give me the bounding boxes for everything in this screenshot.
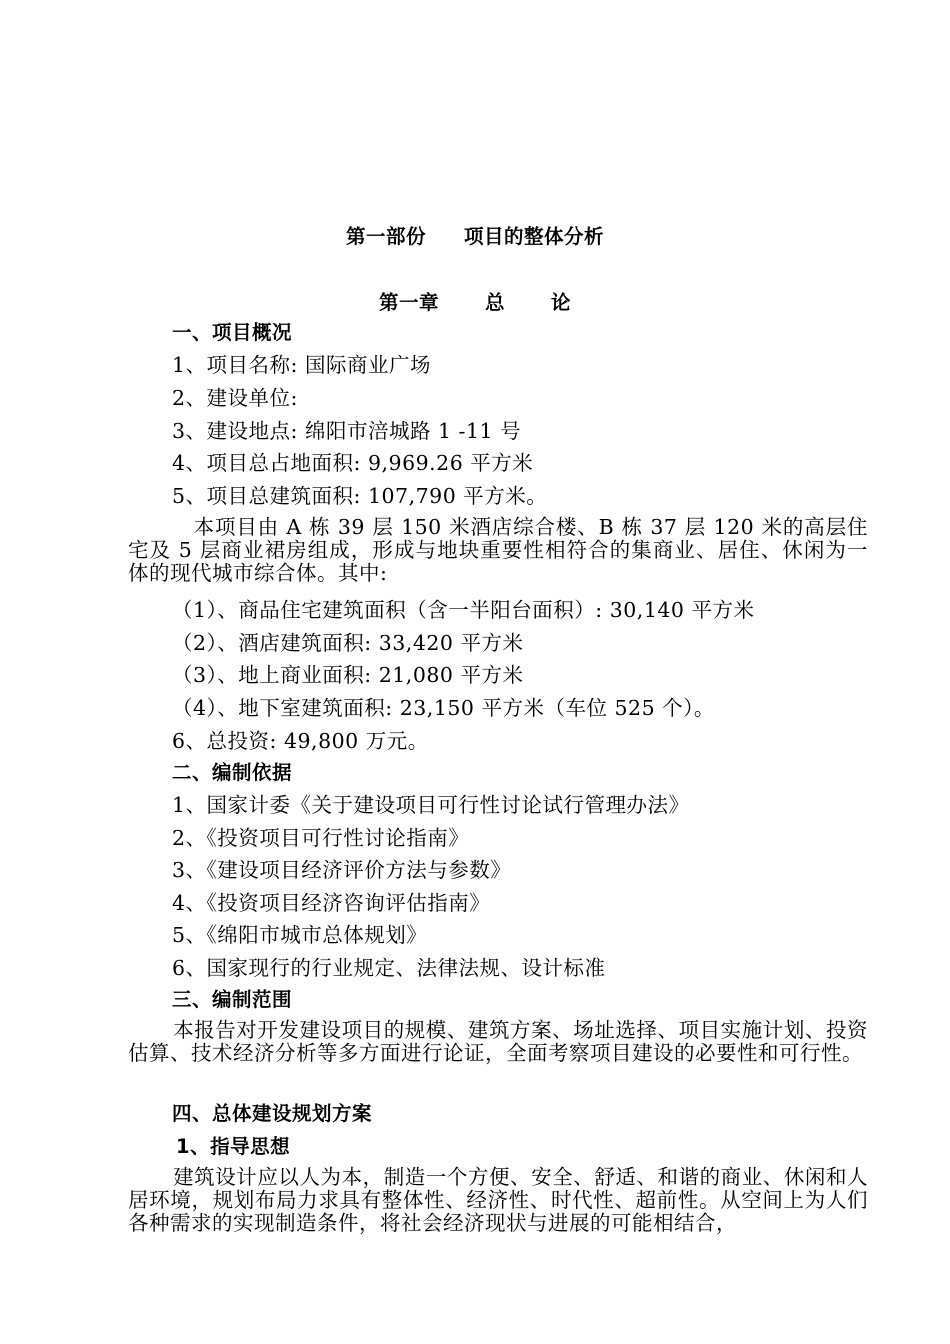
chapter-title-char-1: 总: [484, 291, 505, 314]
part-title: [0, 224, 950, 250]
list-item: 6、总投资: 49,800 万元。: [172, 729, 429, 753]
section-heading-scope: 三、编制范围: [172, 988, 293, 1011]
list-item: 2、建设单位:: [172, 386, 298, 410]
list-item: 5、项目总建筑面积: 107,790 平方米。: [172, 484, 548, 508]
sub-heading-guiding-idea: 1、指导思想: [176, 1135, 291, 1158]
section-heading-plan: 四、总体建设规划方案: [172, 1102, 373, 1125]
list-item: （1）、商品住宅建筑面积（含一半阳台面积）: 30,140 平方米: [172, 598, 755, 622]
part-title-label: 第一部份: [345, 225, 426, 248]
list-item: 4、项目总占地面积: 9,969.26 平方米: [172, 451, 534, 475]
overview-paragraph: 本项目由 A 栋 39 层 150 米酒店综合楼、B 栋 37 层 120 米的高层住宅及 5 层商业裙房组成，形成与地块重要性相符合的集商业、居住、休闲为一体的现代城市综合体。其中:: [128, 515, 868, 585]
list-item: 2、《投资项目可行性讨论指南》: [172, 826, 470, 850]
list-item: 3、建设地点: 绵阳市涪城路 1 -11 号: [172, 419, 522, 443]
list-item: 1、国家计委《关于建设项目可行性讨论试行管理办法》: [172, 793, 690, 817]
list-item: （4）、地下室建筑面积: 23,150 平方米（车位 525 个）。: [172, 696, 715, 720]
list-item: 5、《绵阳市城市总体规划》: [172, 923, 428, 947]
section-heading-overview: 一、项目概况: [172, 321, 293, 344]
scope-paragraph: 本报告对开发建设项目的规模、建筑方案、场址选择、项目实施计划、投资估算、技术经济分析等多方面进行论证，全面考察项目建设的必要性和可行性。: [128, 1018, 868, 1065]
part-title-text: 项目的整体分析: [464, 225, 605, 248]
section-heading-basis: 二、编制依据: [172, 761, 293, 784]
chapter-title-label: 第一章: [378, 291, 439, 314]
guiding-idea-paragraph: 建筑设计应以人为本，制造一个方便、安全、舒适、和谐的商业、休闲和人居环境，规划布局力求具有整体性、经济性、时代性、超前性。从空间上为人们各种需求的实现制造条件，将社会经济现状与进展的可能相结合，: [128, 1165, 868, 1235]
list-item: （3）、地上商业面积: 21,080 平方米: [172, 663, 524, 687]
list-item: 6、国家现行的行业规定、法律法规、设计标准: [172, 956, 606, 980]
list-item: 1、项目名称: 国际商业广场: [172, 353, 431, 377]
list-item: 3、《建设项目经济评价方法与参数》: [172, 858, 512, 882]
chapter-title-char-2: 论: [551, 291, 572, 314]
list-item: 4、《投资项目经济咨询评估指南》: [172, 891, 491, 915]
chapter-title: [0, 290, 950, 316]
list-item: （2）、酒店建筑面积: 33,420 平方米: [172, 631, 524, 655]
